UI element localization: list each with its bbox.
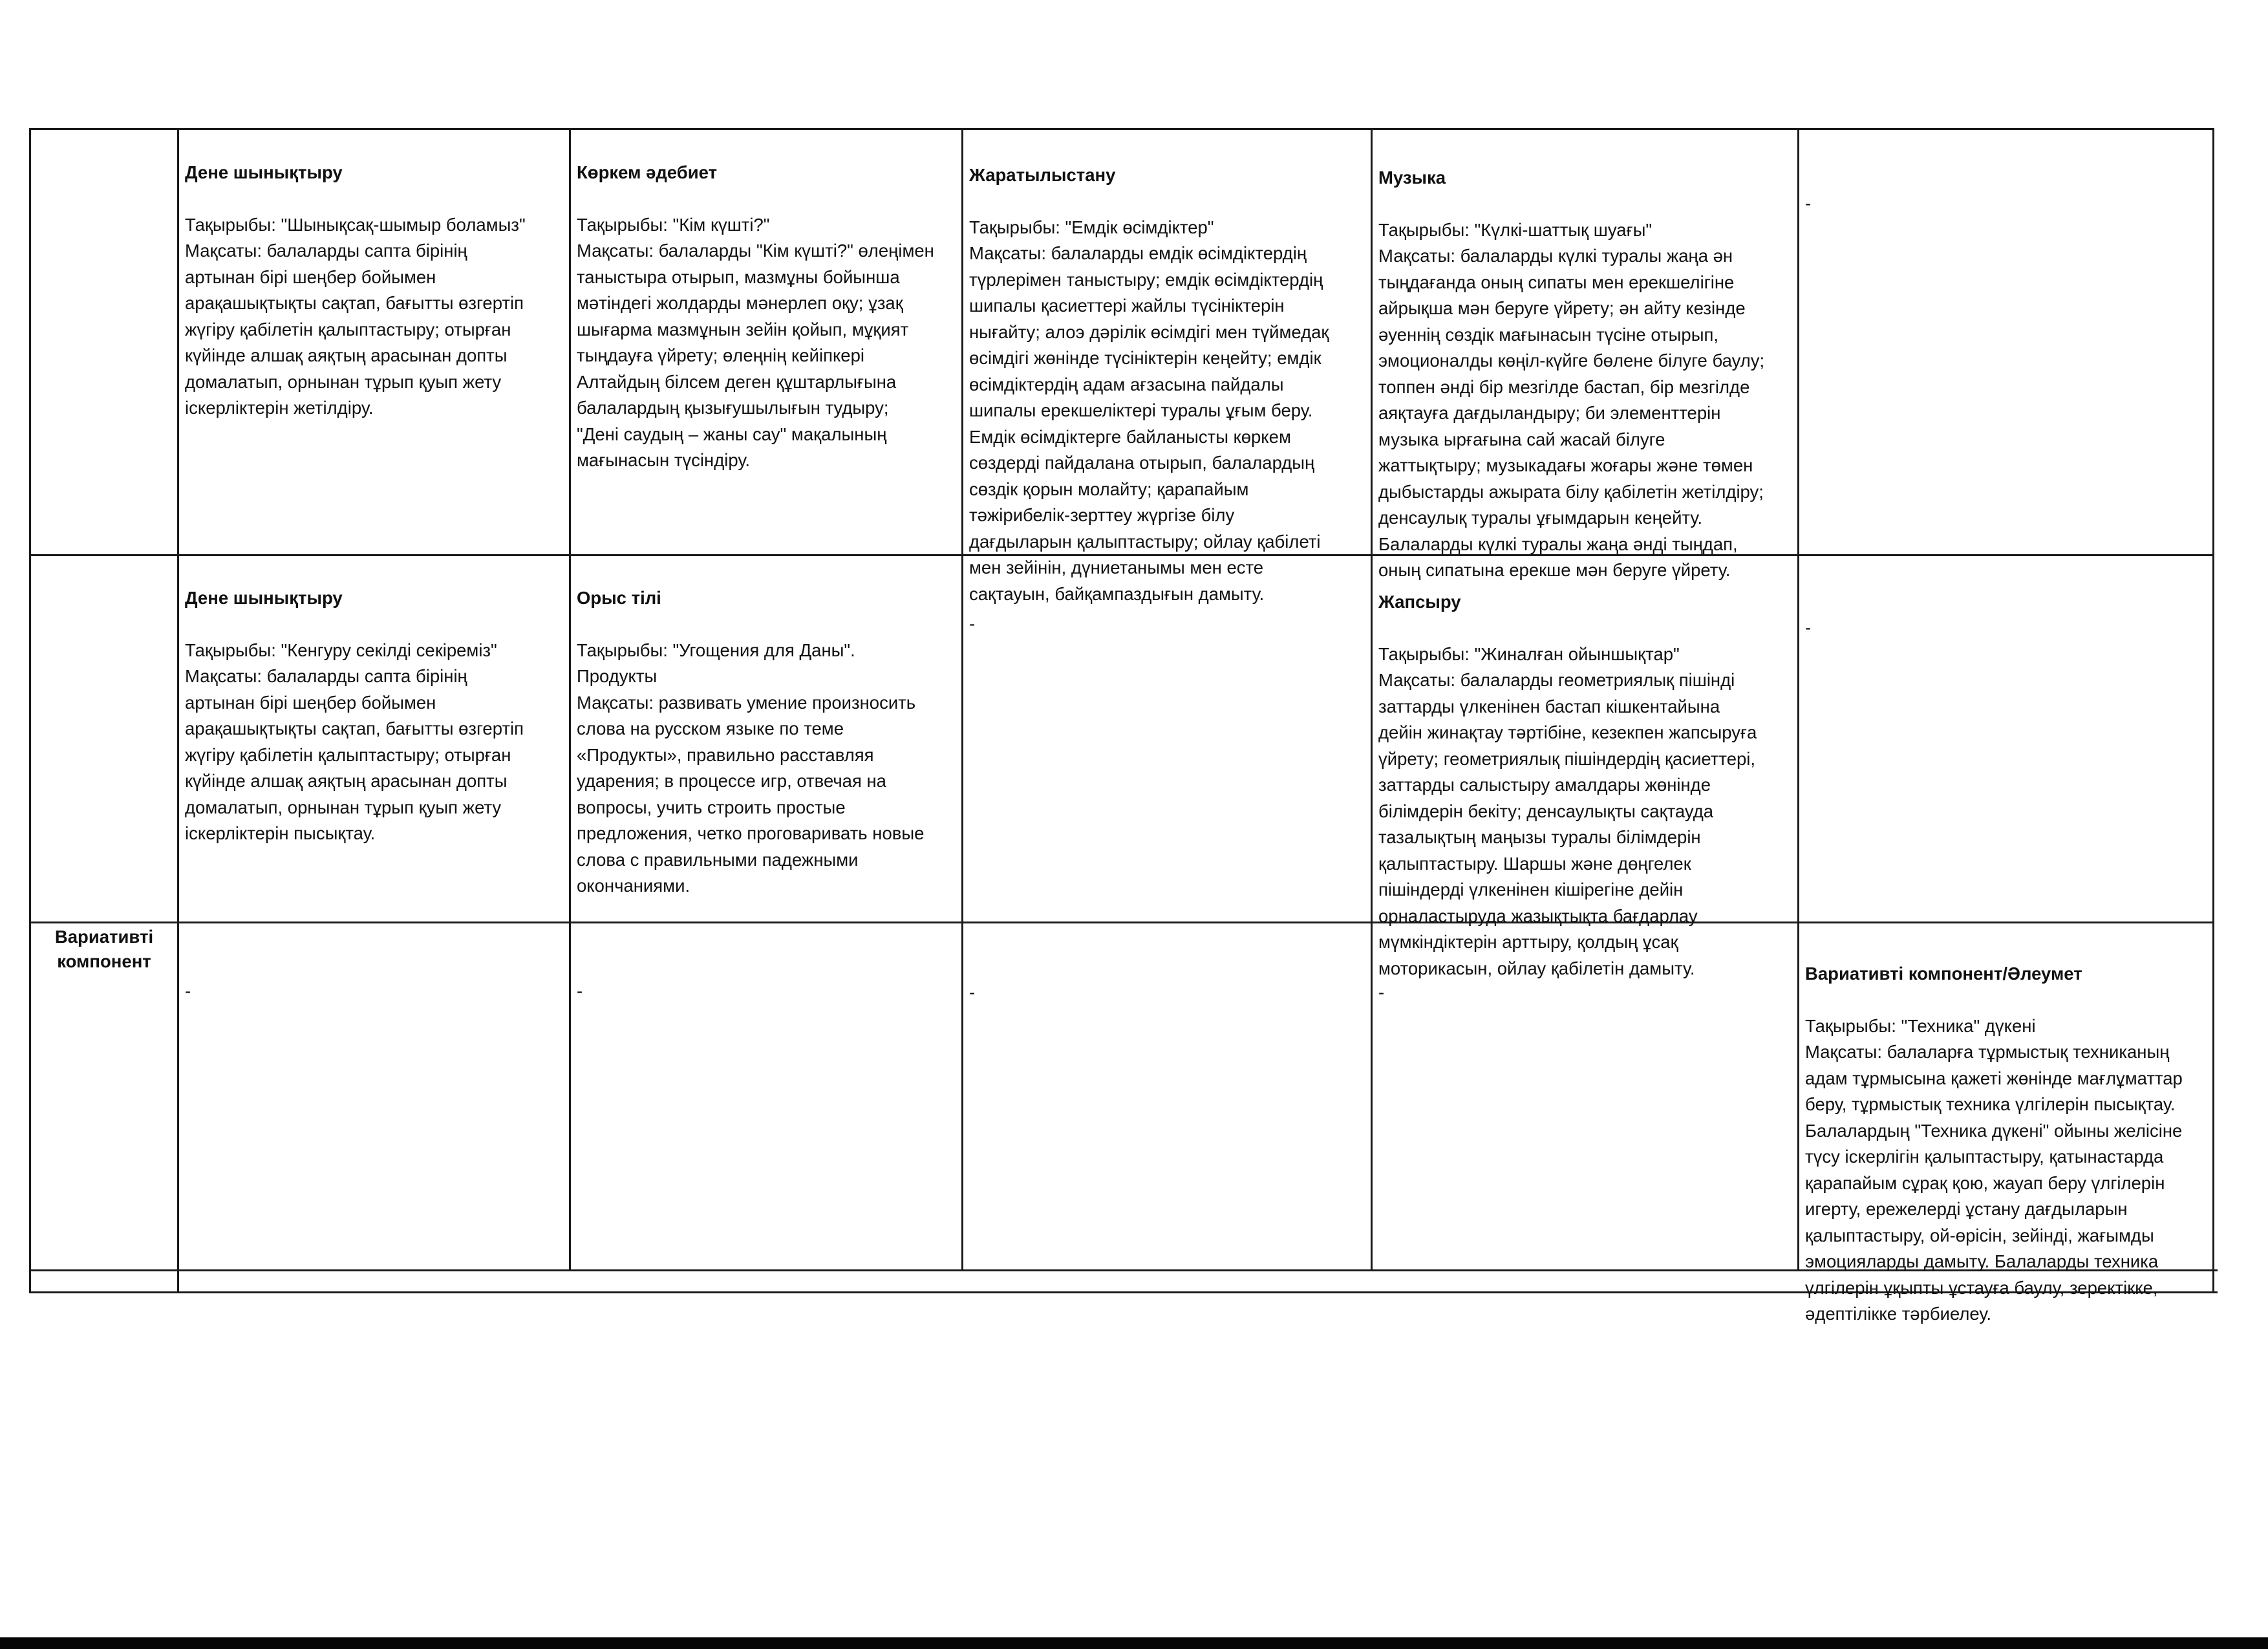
subject-title: Музыка [1378, 167, 1446, 188]
lesson-description: - [969, 614, 976, 634]
lesson-description: Тақырыбы: "Угощения для Даны". Продукты Мақсаты: развивать умение произносить слова на русском языке по теме «Продукты», правильно расставляя ударения; в процессе игр, отвечая на вопросы, учить строить простые предложения, четко проговаривать новые слова с правильными падежными окончаниями. [577, 640, 925, 896]
lesson-description: Тақырыбы: "Кім күшті?" Мақсаты: балаларды "Кім күшті?" өлеңімен таныстыра отырып, мазмұны бойынша мәтіндегі жолдарды мәнерлеп оқу; ұзақ шығарма мазмұнын зейін қойып, мұқият тыңдауға үйрету; өлеңнің кейіпкері Алтайдың білсем деген құштарлығына балалардың қызығушылығын тудыру; "Дені саудың – жаны сау" мақалының мағынасын түсіндіру. [577, 214, 934, 470]
subject-title: Орыс тілі [577, 587, 661, 608]
table-cell [1800, 560, 2211, 920]
table-border-left [29, 128, 31, 1293]
table-cell [964, 133, 1370, 604]
table-cell [1800, 932, 2211, 1324]
lesson-description: Тақырыбы: "Күлкі-шаттық шуағы" Мақсаты: балаларды күлкі туралы жаңа ән тыңдағанда оның сипаты мен ерекшелігіне айрықша мән беруге үйрету; ән айту кезінде әуеннің сөздік мағынасын түсіне отырып, эмоционалды көңіл-күйге бөлене білуге баулу; топпен әнді бір мезгілде бастап, бір мезгілде аяқтауға дағдыландыру; би элементтерін музыка ырғағына сай жасай білуге жаттықтыру; музыкадағы жоғары және төмен дыбыстарды ажырата білу қабілетін жетілдіру; денсаулық туралы ұғымдарын кеңейту. Балаларды күлкі туралы жаңа әнді тыңдап, оның сипатына ерекше мән беруге үйрету. [1378, 219, 1765, 580]
table-cell [964, 556, 1370, 920]
col-divider-3 [961, 128, 963, 1269]
table-cell [572, 131, 959, 552]
table-cell [572, 556, 959, 920]
subject-title: Жапсыру [1378, 591, 1461, 612]
table-cell [1373, 925, 1796, 1267]
table-cell [180, 131, 568, 552]
table-cell [1373, 136, 1796, 580]
subject-title: Көркем әдебиет [577, 162, 718, 182]
table-cell [180, 923, 568, 1267]
lesson-description: Тақырыбы: "Емдік өсімдіктер" Мақсаты: балаларды емдік өсімдіктердің түрлерімен таныстыру; емдік өсімдіктердің шипалы қасиеттері жайлы түсініктерін нығайту; алоэ дәрілік өсімдігі мен түймедақ өсімдігі жөнінде түсініктерін кеңейту; емдік өсімдіктердің адам ағзасына пайдалы шипалы ерекшеліктері туралы ұғым беру. Емдік өсімдіктерге байланысты көркем сөздерді пайдалана отырып, балалардың сөздік қорын молайту; қарапайым тәжірибелік-зерттеу жүргізе білу дағдыларын қалыптастыру; ойлау қабілеті мен зейінін, дүниетанымы мен есте сақтауын, байқампаздығын дамыту. [969, 217, 1329, 604]
table-border-top [29, 128, 2214, 130]
subject-title: Вариативті компонент/Әлеумет [1805, 963, 2082, 984]
subject-title: Дене шынықтыру [185, 587, 343, 608]
col-divider-4 [1371, 128, 1373, 1269]
lesson-description: - [969, 982, 976, 1002]
subject-title: Дене шынықтыру [185, 162, 343, 182]
lesson-description: - [1378, 982, 1385, 1002]
scan-bottom-edge [0, 1637, 2268, 1649]
col-divider-1 [177, 128, 179, 1293]
subject-title: Жаратылыстану [969, 164, 1116, 185]
table-cell [572, 923, 959, 1267]
table-cell [1373, 560, 1796, 978]
lesson-description: Тақырыбы: "Жиналған ойыншықтар" Мақсаты: балаларды геометриялық пішінді заттарды үлкенінен бастап кішкентайына дейін жинақтау тәртібіне, кезекпен жапсыруға үйрету; геометриялық пішіндердің қасиеттері, заттарды салыстыру амалдары жөнінде білімдерін бекіту; денсаулықты сақтауда тазалықтың маңызы туралы білімдерін қалыптастыру. Шаршы және дөңгелек пішіндерді үлкенінен кішірегіне дейін орналастыруда жазықтықта бағдарлау мүмкіндіктерін арттыру, қолдың ұсақ моторикасын, ойлау қабілетін дамыту. [1378, 643, 1757, 978]
lesson-description: - [185, 981, 191, 1001]
table-cell [964, 925, 1370, 1267]
table-cell [180, 556, 568, 920]
row-label-variative-component: Вариативті компонент [54, 927, 154, 971]
table-cell [1800, 136, 2211, 552]
table-border-right [2212, 128, 2214, 1293]
lesson-description: - [1805, 193, 1812, 213]
lesson-description: Тақырыбы: "Техника" дүкені Мақсаты: балаларға тұрмыстық техниканың адам тұрмысына қажеті жөнінде мағлұматтар беру, тұрмыстық техника үлгілерін пысықтау. Балалардың "Техника дүкені" ойыны желісіне түсу іскерлігін қалыптастыру, қатынастарда қарапайым сұрақ қою, жауап беру үлгілерін игерту, ережелерді ұстану дағдыларын қалыптастыру, ой-өрісін, зейінді, жағымды эмоцияларды дамыту. Балаларды техника үлгілерін ұқыпты ұстауға баулу, зеректікке, әдептілікке тәрбиелеу. [1805, 1015, 2183, 1324]
lesson-description: - [1805, 618, 1812, 638]
col-divider-2 [569, 128, 571, 1269]
lesson-description: - [577, 981, 583, 1001]
col-divider-5 [1797, 128, 1799, 1269]
lesson-description: Тақырыбы: "Шынықсақ-шымыр боламыз" Мақсаты: балаларды сапта бірінің артынан бірі шеңбер бойымен арақашықтықты сақтап, бағытты өзгертіп жүгіру қабілетін қалыптастыру; отырған күйінде алшақ аяқтың арасынан допты домалатып, орнынан тұрып қуып жету іскерліктерін жетілдіру. [185, 214, 526, 418]
lesson-description: Тақырыбы: "Кенгуру секілді секіреміз" Мақсаты: балаларды сапта бірінің артынан бірі шеңбер бойымен арақашықтықты сақтап, бағытты өзгертіп жүгіру қабілетін қалыптастыру; отырған күйінде алшақ аяқтың арасынан допты домалатып, орнынан тұрып қуып жету іскерліктерін пысықтау. [185, 640, 524, 843]
